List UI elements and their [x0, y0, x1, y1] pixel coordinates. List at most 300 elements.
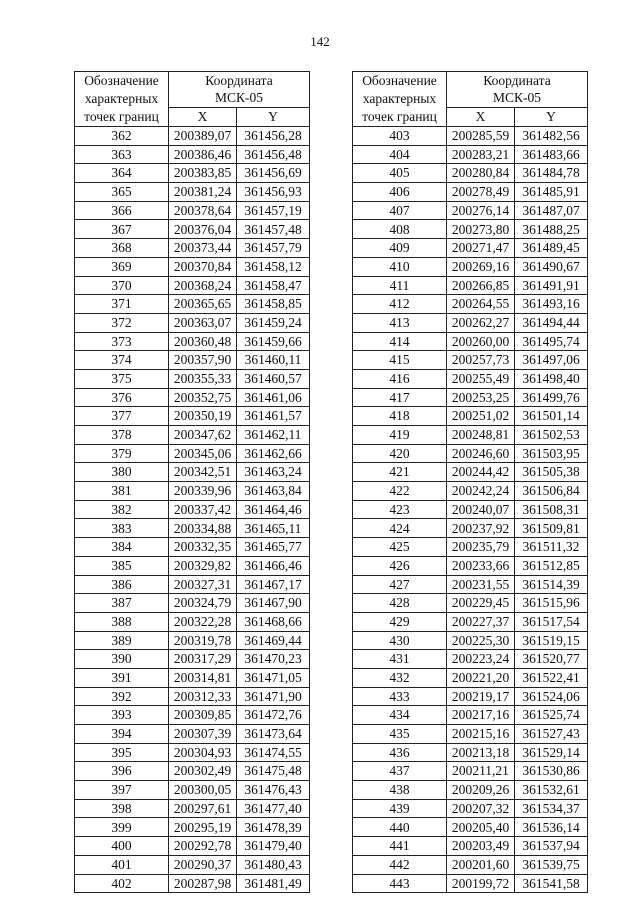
point-number-cell: 388 — [75, 612, 169, 631]
point-number-cell: 426 — [353, 556, 447, 575]
y-coordinate-cell: 361483,66 — [515, 145, 588, 164]
x-coordinate-cell: 200290,37 — [169, 855, 237, 874]
point-number-cell: 431 — [353, 650, 447, 669]
y-coordinate-cell: 361530,86 — [515, 762, 588, 781]
point-number-cell: 380 — [75, 463, 169, 482]
y-coordinate-cell: 361477,40 — [237, 799, 310, 818]
y-coordinate-cell: 361473,64 — [237, 725, 310, 744]
y-coordinate-cell: 361474,55 — [237, 743, 310, 762]
y-coordinate-cell: 361508,31 — [515, 500, 588, 519]
table-row — [75, 257, 310, 276]
point-number-cell: 424 — [353, 519, 447, 538]
x-column-header: X — [447, 107, 515, 126]
table-row — [353, 239, 588, 258]
y-coordinate-cell: 361463,24 — [237, 463, 310, 482]
y-coordinate-cell: 361501,14 — [515, 407, 588, 426]
table-row — [75, 631, 310, 650]
point-number-cell: 394 — [75, 725, 169, 744]
table-row — [353, 276, 588, 295]
point-number-cell: 386 — [75, 575, 169, 594]
point-number-cell: 397 — [75, 781, 169, 800]
y-coordinate-cell: 361460,11 — [237, 351, 310, 370]
table-row — [75, 369, 310, 388]
point-number-cell: 406 — [353, 183, 447, 202]
table-row — [353, 257, 588, 276]
y-coordinate-cell: 361475,48 — [237, 762, 310, 781]
table-row — [75, 855, 310, 874]
x-coordinate-cell: 200217,16 — [447, 706, 515, 725]
table-row — [75, 538, 310, 557]
table-row — [353, 519, 588, 538]
point-number-cell: 369 — [75, 257, 169, 276]
y-coordinate-cell: 361494,44 — [515, 313, 588, 332]
point-number-cell: 379 — [75, 444, 169, 463]
table-row — [75, 332, 310, 351]
x-coordinate-cell: 200203,49 — [447, 837, 515, 856]
x-coordinate-cell: 200309,85 — [169, 706, 237, 725]
x-coordinate-cell: 200199,72 — [447, 874, 515, 893]
table-row — [353, 369, 588, 388]
page-number: 142 — [310, 34, 330, 49]
x-coordinate-cell: 200235,79 — [447, 538, 515, 557]
table-row — [75, 519, 310, 538]
table-row — [75, 500, 310, 519]
point-number-cell: 425 — [353, 538, 447, 557]
y-coordinate-cell: 361519,15 — [515, 631, 588, 650]
y-coordinate-cell: 361511,32 — [515, 538, 588, 557]
y-coordinate-cell: 361485,91 — [515, 183, 588, 202]
y-coordinate-cell: 361506,84 — [515, 482, 588, 501]
point-number-cell: 366 — [75, 201, 169, 220]
point-number-cell: 415 — [353, 351, 447, 370]
x-coordinate-cell: 200231,55 — [447, 575, 515, 594]
coordinates-table-left — [74, 71, 310, 893]
x-coordinate-cell: 200264,55 — [447, 295, 515, 314]
point-number-cell: 413 — [353, 313, 447, 332]
x-coordinate-cell: 200219,17 — [447, 687, 515, 706]
table-row — [75, 407, 310, 426]
table-row — [75, 276, 310, 295]
point-number-cell: 407 — [353, 201, 447, 220]
y-coordinate-cell: 361529,14 — [515, 743, 588, 762]
point-number-cell: 362 — [75, 127, 169, 146]
y-coordinate-cell: 361484,78 — [515, 164, 588, 183]
table-row — [353, 743, 588, 762]
y-coordinate-cell: 361469,44 — [237, 631, 310, 650]
x-coordinate-cell: 200376,04 — [169, 220, 237, 239]
x-coordinate-cell: 200255,49 — [447, 369, 515, 388]
x-coordinate-cell: 200207,32 — [447, 799, 515, 818]
x-coordinate-cell: 200244,42 — [447, 463, 515, 482]
y-coordinate-cell: 361534,37 — [515, 799, 588, 818]
point-number-cell: 395 — [75, 743, 169, 762]
point-number-cell: 371 — [75, 295, 169, 314]
table-row — [353, 407, 588, 426]
table-row — [353, 556, 588, 575]
y-coordinate-cell: 361476,43 — [237, 781, 310, 800]
y-coordinate-cell: 361524,06 — [515, 687, 588, 706]
x-coordinate-cell: 200370,84 — [169, 257, 237, 276]
x-coordinate-cell: 200225,30 — [447, 631, 515, 650]
table-row — [75, 388, 310, 407]
x-coordinate-cell: 200319,78 — [169, 631, 237, 650]
y-coordinate-cell: 361537,94 — [515, 837, 588, 856]
table-row — [75, 351, 310, 370]
x-coordinate-cell: 200209,26 — [447, 781, 515, 800]
y-coordinate-cell: 361466,46 — [237, 556, 310, 575]
x-coordinate-cell: 200276,14 — [447, 201, 515, 220]
x-coordinate-cell: 200334,88 — [169, 519, 237, 538]
point-number-cell: 404 — [353, 145, 447, 164]
point-number-cell: 435 — [353, 725, 447, 744]
table-row — [75, 556, 310, 575]
table-row — [353, 201, 588, 220]
x-coordinate-cell: 200324,79 — [169, 594, 237, 613]
point-number-cell: 382 — [75, 500, 169, 519]
table-row — [353, 706, 588, 725]
table-row — [353, 668, 588, 687]
y-coordinate-cell: 361491,91 — [515, 276, 588, 295]
x-coordinate-cell: 200329,82 — [169, 556, 237, 575]
x-coordinate-cell: 200383,85 — [169, 164, 237, 183]
table-row — [353, 164, 588, 183]
point-number-cell: 440 — [353, 818, 447, 837]
point-number-cell: 399 — [75, 818, 169, 837]
point-number-cell: 432 — [353, 668, 447, 687]
x-coordinate-cell: 200355,33 — [169, 369, 237, 388]
point-number-cell: 420 — [353, 444, 447, 463]
y-coordinate-cell: 361458,12 — [237, 257, 310, 276]
point-number-cell: 392 — [75, 687, 169, 706]
table-row — [353, 687, 588, 706]
table-row — [75, 762, 310, 781]
table-row — [75, 668, 310, 687]
point-number-cell: 381 — [75, 482, 169, 501]
table-row — [75, 781, 310, 800]
table-row — [353, 388, 588, 407]
point-number-cell: 374 — [75, 351, 169, 370]
x-coordinate-cell: 200373,44 — [169, 239, 237, 258]
table-row — [75, 650, 310, 669]
y-coordinate-cell: 361527,43 — [515, 725, 588, 744]
table-row — [75, 818, 310, 837]
table-row — [353, 500, 588, 519]
y-coordinate-cell: 361471,90 — [237, 687, 310, 706]
x-coordinate-cell: 200327,31 — [169, 575, 237, 594]
y-coordinate-cell: 361458,85 — [237, 295, 310, 314]
table-row — [353, 612, 588, 631]
point-number-cell: 438 — [353, 781, 447, 800]
y-coordinate-cell: 361457,79 — [237, 239, 310, 258]
coordinates-table-right — [352, 71, 588, 893]
table-row — [75, 295, 310, 314]
x-coordinate-cell: 200363,07 — [169, 313, 237, 332]
y-coordinate-cell: 361497,06 — [515, 351, 588, 370]
x-coordinate-cell: 200365,65 — [169, 295, 237, 314]
point-number-cell: 370 — [75, 276, 169, 295]
point-number-cell: 441 — [353, 837, 447, 856]
y-coordinate-cell: 361480,43 — [237, 855, 310, 874]
x-coordinate-cell: 200352,75 — [169, 388, 237, 407]
table-row — [75, 799, 310, 818]
y-coordinate-cell: 361467,90 — [237, 594, 310, 613]
table-row — [75, 743, 310, 762]
point-number-cell: 391 — [75, 668, 169, 687]
y-coordinate-cell: 361512,85 — [515, 556, 588, 575]
point-number-cell: 403 — [353, 127, 447, 146]
x-coordinate-cell: 200350,19 — [169, 407, 237, 426]
x-coordinate-cell: 200345,06 — [169, 444, 237, 463]
y-coordinate-cell: 361456,69 — [237, 164, 310, 183]
point-label-header: Обозначение характерных точек границ — [75, 72, 169, 127]
x-coordinate-cell: 200389,07 — [169, 127, 237, 146]
table-row — [353, 295, 588, 314]
table-row — [75, 220, 310, 239]
table-row — [75, 612, 310, 631]
x-coordinate-cell: 200205,40 — [447, 818, 515, 837]
point-number-cell: 364 — [75, 164, 169, 183]
point-number-cell: 429 — [353, 612, 447, 631]
point-number-cell: 383 — [75, 519, 169, 538]
x-coordinate-cell: 200287,98 — [169, 874, 237, 893]
table-row — [353, 650, 588, 669]
x-coordinate-cell: 200221,20 — [447, 668, 515, 687]
x-coordinate-cell: 200300,05 — [169, 781, 237, 800]
y-coordinate-cell: 361467,17 — [237, 575, 310, 594]
table-row — [353, 781, 588, 800]
y-coordinate-cell: 361479,40 — [237, 837, 310, 856]
point-number-cell: 368 — [75, 239, 169, 258]
y-coordinate-cell: 361461,06 — [237, 388, 310, 407]
y-coordinate-cell: 361457,48 — [237, 220, 310, 239]
x-coordinate-cell: 200297,61 — [169, 799, 237, 818]
table-row — [75, 239, 310, 258]
table-row — [353, 183, 588, 202]
y-coordinate-cell: 361520,77 — [515, 650, 588, 669]
point-number-cell: 372 — [75, 313, 169, 332]
point-number-cell: 442 — [353, 855, 447, 874]
y-coordinate-cell: 361503,95 — [515, 444, 588, 463]
point-number-cell: 387 — [75, 594, 169, 613]
point-number-cell: 389 — [75, 631, 169, 650]
x-coordinate-cell: 200223,24 — [447, 650, 515, 669]
point-number-cell: 367 — [75, 220, 169, 239]
x-coordinate-cell: 200280,84 — [447, 164, 515, 183]
x-coordinate-cell: 200314,81 — [169, 668, 237, 687]
point-number-cell: 384 — [75, 538, 169, 557]
point-number-cell: 365 — [75, 183, 169, 202]
y-coordinate-cell: 361499,76 — [515, 388, 588, 407]
point-number-cell: 373 — [75, 332, 169, 351]
table-row — [353, 220, 588, 239]
x-coordinate-cell: 200260,00 — [447, 332, 515, 351]
x-coordinate-cell: 200342,51 — [169, 463, 237, 482]
point-number-cell: 417 — [353, 388, 447, 407]
x-coordinate-cell: 200317,29 — [169, 650, 237, 669]
point-number-cell: 393 — [75, 706, 169, 725]
point-number-cell: 363 — [75, 145, 169, 164]
point-number-cell: 376 — [75, 388, 169, 407]
y-coordinate-cell: 361456,93 — [237, 183, 310, 202]
y-column-header: Y — [237, 107, 310, 126]
y-coordinate-cell: 361464,46 — [237, 500, 310, 519]
point-number-cell: 434 — [353, 706, 447, 725]
y-coordinate-cell: 361462,11 — [237, 426, 310, 445]
x-coordinate-cell: 200262,27 — [447, 313, 515, 332]
y-coordinate-cell: 361456,28 — [237, 127, 310, 146]
table-row — [75, 575, 310, 594]
table-row — [353, 482, 588, 501]
point-number-cell: 412 — [353, 295, 447, 314]
x-coordinate-cell: 200337,42 — [169, 500, 237, 519]
point-number-cell: 410 — [353, 257, 447, 276]
table-row — [353, 818, 588, 837]
y-coordinate-cell: 361495,74 — [515, 332, 588, 351]
x-coordinate-cell: 200237,92 — [447, 519, 515, 538]
x-coordinate-cell: 200248,81 — [447, 426, 515, 445]
table-row — [353, 145, 588, 164]
x-coordinate-cell: 200307,39 — [169, 725, 237, 744]
table-row — [75, 482, 310, 501]
table-body — [353, 127, 588, 893]
table-row — [353, 313, 588, 332]
table-row — [75, 164, 310, 183]
y-coordinate-cell: 361462,66 — [237, 444, 310, 463]
point-number-cell: 419 — [353, 426, 447, 445]
x-coordinate-cell: 200295,19 — [169, 818, 237, 837]
y-coordinate-cell: 361457,19 — [237, 201, 310, 220]
y-coordinate-cell: 361515,96 — [515, 594, 588, 613]
y-coordinate-cell: 361458,47 — [237, 276, 310, 295]
x-coordinate-cell: 200229,45 — [447, 594, 515, 613]
table-row — [75, 444, 310, 463]
y-coordinate-cell: 361539,75 — [515, 855, 588, 874]
point-number-cell: 436 — [353, 743, 447, 762]
y-coordinate-cell: 361459,66 — [237, 332, 310, 351]
point-number-cell: 378 — [75, 426, 169, 445]
table-row — [353, 855, 588, 874]
y-coordinate-cell: 361461,57 — [237, 407, 310, 426]
point-number-cell: 427 — [353, 575, 447, 594]
point-number-cell: 375 — [75, 369, 169, 388]
x-coordinate-cell: 200378,64 — [169, 201, 237, 220]
y-coordinate-cell: 361498,40 — [515, 369, 588, 388]
y-column-header: Y — [515, 107, 588, 126]
x-coordinate-cell: 200304,93 — [169, 743, 237, 762]
y-coordinate-cell: 361487,07 — [515, 201, 588, 220]
x-coordinate-cell: 200233,66 — [447, 556, 515, 575]
y-coordinate-cell: 361482,56 — [515, 127, 588, 146]
x-coordinate-cell: 200302,49 — [169, 762, 237, 781]
point-number-cell: 422 — [353, 482, 447, 501]
x-coordinate-cell: 200215,16 — [447, 725, 515, 744]
table-row — [353, 426, 588, 445]
table-row — [353, 799, 588, 818]
y-coordinate-cell: 361525,74 — [515, 706, 588, 725]
y-coordinate-cell: 361522,41 — [515, 668, 588, 687]
y-coordinate-cell: 361532,61 — [515, 781, 588, 800]
x-coordinate-cell: 200251,02 — [447, 407, 515, 426]
x-coordinate-cell: 200201,60 — [447, 855, 515, 874]
x-coordinate-cell: 200368,24 — [169, 276, 237, 295]
point-number-cell: 423 — [353, 500, 447, 519]
table-row — [75, 183, 310, 202]
y-coordinate-cell: 361509,81 — [515, 519, 588, 538]
y-coordinate-cell: 361505,38 — [515, 463, 588, 482]
table-row — [353, 762, 588, 781]
coordinate-header: Координата МСК-05 — [447, 72, 588, 108]
table-row — [75, 687, 310, 706]
point-number-cell: 396 — [75, 762, 169, 781]
table-row — [353, 332, 588, 351]
point-number-cell: 418 — [353, 407, 447, 426]
point-label-header: Обозначение характерных точек границ — [353, 72, 447, 127]
x-coordinate-cell: 200347,62 — [169, 426, 237, 445]
y-coordinate-cell: 361502,53 — [515, 426, 588, 445]
point-number-cell: 443 — [353, 874, 447, 893]
y-coordinate-cell: 361514,39 — [515, 575, 588, 594]
x-coordinate-cell: 200312,33 — [169, 687, 237, 706]
y-coordinate-cell: 361459,24 — [237, 313, 310, 332]
table-row — [353, 463, 588, 482]
coordinate-header: Координата МСК-05 — [169, 72, 310, 108]
x-coordinate-cell: 200213,18 — [447, 743, 515, 762]
y-coordinate-cell: 361460,57 — [237, 369, 310, 388]
y-coordinate-cell: 361463,84 — [237, 482, 310, 501]
y-coordinate-cell: 361493,16 — [515, 295, 588, 314]
table-row — [353, 538, 588, 557]
x-coordinate-cell: 200357,90 — [169, 351, 237, 370]
x-coordinate-cell: 200360,48 — [169, 332, 237, 351]
table-row — [75, 837, 310, 856]
y-coordinate-cell: 361489,45 — [515, 239, 588, 258]
x-coordinate-cell: 200240,07 — [447, 500, 515, 519]
point-number-cell: 385 — [75, 556, 169, 575]
y-coordinate-cell: 361478,39 — [237, 818, 310, 837]
table-row — [353, 351, 588, 370]
table-row — [353, 594, 588, 613]
x-coordinate-cell: 200273,80 — [447, 220, 515, 239]
point-number-cell: 408 — [353, 220, 447, 239]
y-coordinate-cell: 361471,05 — [237, 668, 310, 687]
point-number-cell: 439 — [353, 799, 447, 818]
table-row — [353, 837, 588, 856]
x-coordinate-cell: 200242,24 — [447, 482, 515, 501]
y-coordinate-cell: 361468,66 — [237, 612, 310, 631]
table-row — [75, 874, 310, 893]
y-coordinate-cell: 361465,77 — [237, 538, 310, 557]
table-row — [353, 575, 588, 594]
x-coordinate-cell: 200257,73 — [447, 351, 515, 370]
table-row — [75, 594, 310, 613]
point-number-cell: 401 — [75, 855, 169, 874]
y-coordinate-cell: 361541,58 — [515, 874, 588, 893]
x-column-header: X — [169, 107, 237, 126]
x-coordinate-cell: 200386,46 — [169, 145, 237, 164]
table-row — [75, 463, 310, 482]
x-coordinate-cell: 200332,35 — [169, 538, 237, 557]
point-number-cell: 421 — [353, 463, 447, 482]
point-number-cell: 402 — [75, 874, 169, 893]
y-coordinate-cell: 361481,49 — [237, 874, 310, 893]
y-coordinate-cell: 361490,67 — [515, 257, 588, 276]
y-coordinate-cell: 361488,25 — [515, 220, 588, 239]
point-number-cell: 414 — [353, 332, 447, 351]
table-row — [75, 127, 310, 146]
point-number-cell: 390 — [75, 650, 169, 669]
point-number-cell: 428 — [353, 594, 447, 613]
table-row — [75, 426, 310, 445]
